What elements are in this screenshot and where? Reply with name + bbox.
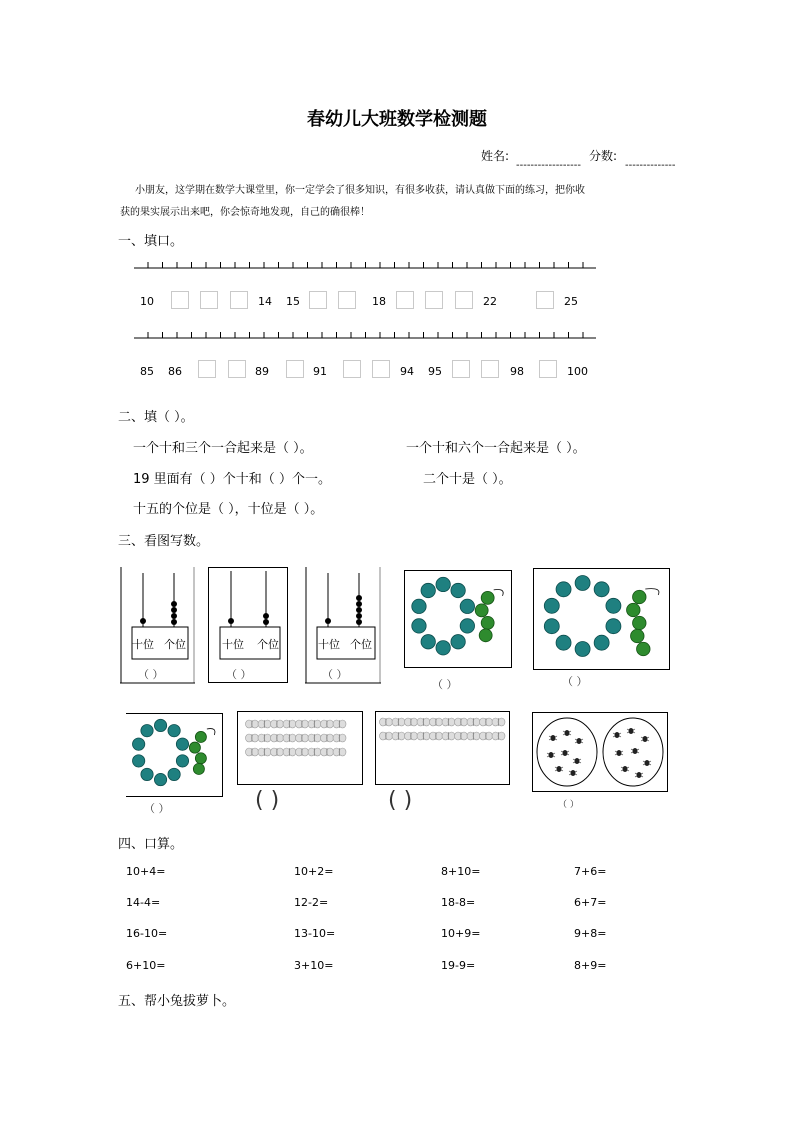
abacus-1-ones-label: 个位 — [164, 638, 186, 651]
nl1-blank-box[interactable] — [200, 291, 218, 309]
bead-loop-picture-3 — [126, 713, 223, 797]
butterfly-icon — [296, 748, 309, 756]
butterfly-icon — [271, 748, 284, 756]
green-bead — [479, 629, 492, 642]
score-blank[interactable]: -------------- — [625, 160, 676, 171]
name-label: 姓名: — [481, 149, 510, 163]
score-label: 分数: — [589, 149, 618, 163]
butterfly-icon — [417, 718, 430, 726]
nl2-num-95: 95 — [428, 365, 442, 378]
butterfly-icon — [492, 732, 505, 740]
insect-icon — [641, 736, 649, 742]
ones-bead — [263, 613, 269, 619]
nl2-blank-box[interactable] — [452, 360, 470, 378]
nl2-num-89: 89 — [255, 365, 269, 378]
tens-bead — [325, 618, 331, 624]
nl2-blank-box[interactable] — [343, 360, 361, 378]
teal-bead — [556, 635, 571, 650]
nl2-num-98: 98 — [510, 365, 524, 378]
abacus-3-ones-label: 个位 — [350, 638, 372, 651]
butterfly-icon — [392, 732, 405, 740]
teal-bead — [436, 641, 450, 655]
butterfly-icon — [442, 732, 455, 740]
butterfly-icon — [455, 718, 468, 726]
abacus-2-answer[interactable]: （ ） — [226, 668, 252, 681]
fill-question-2: 一个十和六个一合起来是（ ）。 — [406, 441, 586, 456]
bead-picture-2-answer[interactable]: （ ） — [562, 675, 588, 688]
butterfly-icon — [430, 718, 443, 726]
teal-bead — [132, 755, 144, 767]
insect-icon — [635, 772, 643, 778]
abacus-2-tens-label: 十位 — [222, 638, 244, 651]
butterfly-icon — [258, 748, 271, 756]
nl2-num-100: 100 — [567, 365, 588, 378]
insect-icon — [627, 728, 635, 734]
nl2-num-85: 85 — [140, 365, 154, 378]
insect-icon — [555, 766, 563, 772]
nl2-num-94: 94 — [400, 365, 414, 378]
ones-bead — [171, 607, 177, 613]
name-blank[interactable]: ------------------ — [516, 160, 581, 171]
insect-picture-answer[interactable]: （ ） — [558, 800, 579, 810]
nl1-num-10: 10 — [140, 295, 154, 308]
butterfly-icon — [492, 718, 505, 726]
butterfly-icon — [308, 748, 321, 756]
calc-problem: 10+9= — [441, 927, 481, 940]
calc-problem: 16-10= — [126, 927, 168, 940]
nl1-blank-box[interactable] — [309, 291, 327, 309]
butterfly-icon — [246, 734, 259, 742]
butterfly-icon — [405, 732, 418, 740]
section-4-heading: 四、口算。 — [118, 837, 184, 852]
abacus-2-ones-label: 个位 — [257, 638, 279, 651]
nl1-blank-box[interactable] — [396, 291, 414, 309]
fill-question-4: 二个十是（ ）。 — [423, 472, 512, 487]
teal-bead — [168, 724, 180, 736]
teal-bead — [154, 719, 166, 731]
green-bead — [189, 742, 200, 753]
intro-line-2: 获的果实展示出来吧，你会惊奇地发现，自己的确很棒！ — [120, 207, 370, 218]
green-bead — [195, 731, 206, 742]
butterfly-icon — [296, 734, 309, 742]
ruler-line-2 — [130, 328, 600, 342]
ones-bead — [171, 613, 177, 619]
calc-problem: 8+9= — [574, 959, 607, 972]
calc-problem: 19-9= — [441, 959, 476, 972]
calc-problem: 13-10= — [294, 927, 336, 940]
nl1-num-15: 15 — [286, 295, 300, 308]
teal-bead — [544, 619, 559, 634]
abacus-1-tens-label: 十位 — [132, 638, 154, 651]
nl1-blank-box[interactable] — [425, 291, 443, 309]
nl1-blank-box[interactable] — [536, 291, 554, 309]
teal-bead — [168, 768, 180, 780]
ones-bead — [356, 595, 362, 601]
nl1-num-22: 22 — [483, 295, 497, 308]
insect-circles-picture — [532, 712, 668, 792]
teal-bead — [436, 577, 450, 591]
fill-question-5: 十五的个位是（ ），十位是（ ）。 — [133, 502, 324, 517]
insect-icon — [613, 732, 621, 738]
nl2-blank-box[interactable] — [481, 360, 499, 378]
nl1-blank-box[interactable] — [455, 291, 473, 309]
teal-bead — [594, 635, 609, 650]
green-bead — [481, 591, 494, 604]
calc-problem: 7+6= — [574, 865, 607, 878]
butterfly-picture-1-answer[interactable]: ( ) — [255, 788, 280, 813]
green-bead — [481, 616, 494, 629]
section-2-heading: 二、填（ ）。 — [118, 410, 194, 425]
butterfly-icon — [455, 732, 468, 740]
nl2-blank-box[interactable] — [372, 360, 390, 378]
bead-loop-picture-1 — [404, 570, 512, 668]
green-bead — [637, 642, 651, 656]
butterfly-icon — [417, 732, 430, 740]
abacus-1-answer[interactable]: （ ） — [138, 668, 164, 681]
fill-question-3: 19 里面有（ ）个十和（ ）个一。 — [133, 472, 331, 487]
nl1-num-18: 18 — [372, 295, 386, 308]
teal-bead — [421, 635, 435, 649]
butterfly-icon — [333, 720, 346, 728]
insect-icon — [575, 738, 583, 744]
calc-problem: 6+10= — [126, 959, 166, 972]
teal-bead — [460, 619, 474, 633]
ones-bead — [356, 613, 362, 619]
tens-bead — [140, 618, 146, 624]
insect-icon — [573, 758, 581, 764]
insect-icon — [563, 730, 571, 736]
fill-question-1: 一个十和三个一合起来是（ ）。 — [133, 441, 313, 456]
butterfly-icon — [258, 734, 271, 742]
calc-problem: 18-8= — [441, 896, 476, 909]
green-bead — [195, 753, 206, 764]
bead-picture-3-answer[interactable]: （ ） — [144, 802, 170, 815]
section-1-heading: 一、填口。 — [118, 234, 184, 249]
calc-problem: 3+10= — [294, 959, 334, 972]
butterfly-icon — [392, 718, 405, 726]
butterfly-icon — [333, 734, 346, 742]
nl2-blank-box[interactable] — [539, 360, 557, 378]
teal-bead — [451, 635, 465, 649]
teal-bead — [421, 583, 435, 597]
section-5-heading: 五、帮小兔拔萝卜。 — [118, 994, 236, 1009]
teal-bead — [141, 768, 153, 780]
bead-loop-picture-2 — [533, 568, 670, 670]
green-bead — [627, 603, 641, 617]
butterfly-icon — [296, 720, 309, 728]
green-bead — [633, 616, 647, 630]
butterfly-icon — [467, 718, 480, 726]
nl2-blank-box[interactable] — [198, 360, 216, 378]
calc-problem: 10+4= — [126, 865, 166, 878]
green-bead — [193, 763, 204, 774]
teal-bead — [154, 773, 166, 785]
calc-problem: 8+10= — [441, 865, 481, 878]
green-bead — [633, 590, 647, 604]
butterfly-icon — [321, 748, 334, 756]
nl1-num-14: 14 — [258, 295, 272, 308]
butterfly-picture-2 — [375, 711, 510, 785]
nl2-num-86: 86 — [168, 365, 182, 378]
ruler-line-1 — [130, 258, 600, 272]
butterfly-icon — [283, 734, 296, 742]
calc-problem: 9+8= — [574, 927, 607, 940]
tens-bead — [228, 618, 234, 624]
ones-bead — [263, 619, 269, 625]
calc-problem: 12-2= — [294, 896, 329, 909]
butterfly-picture-2-answer[interactable]: ( ) — [388, 788, 413, 813]
teal-bead — [412, 619, 426, 633]
page-title: 春幼儿大班数学检测题 — [307, 109, 487, 130]
green-bead — [631, 629, 645, 643]
butterfly-icon — [271, 734, 284, 742]
butterfly-icon — [380, 732, 393, 740]
teal-bead — [141, 724, 153, 736]
teal-bead — [460, 599, 474, 613]
nl1-blank-box[interactable] — [171, 291, 189, 309]
nl1-num-25: 25 — [564, 295, 578, 308]
ones-bead — [171, 619, 177, 625]
nl1-blank-box[interactable] — [230, 291, 248, 309]
ones-bead — [356, 619, 362, 625]
insect-icon — [561, 750, 569, 756]
butterfly-icon — [321, 734, 334, 742]
butterfly-icon — [467, 732, 480, 740]
insect-icon — [569, 770, 577, 776]
ones-bead — [171, 601, 177, 607]
butterfly-icon — [442, 718, 455, 726]
teal-bead — [176, 738, 188, 750]
butterfly-icon — [380, 718, 393, 726]
insect-icon — [547, 752, 555, 758]
section-3-heading: 三、看图写数。 — [118, 534, 210, 549]
insect-icon — [643, 760, 651, 766]
nl1-blank-box[interactable] — [338, 291, 356, 309]
insect-icon — [621, 766, 629, 772]
teal-bead — [544, 598, 559, 613]
green-bead — [475, 604, 488, 617]
butterfly-icon — [283, 748, 296, 756]
ones-bead — [356, 601, 362, 607]
teal-bead — [176, 755, 188, 767]
teal-bead — [412, 599, 426, 613]
butterfly-icon — [246, 720, 259, 728]
butterfly-icon — [333, 748, 346, 756]
insect-icon — [549, 735, 557, 741]
teal-bead — [451, 583, 465, 597]
butterfly-icon — [246, 748, 259, 756]
butterfly-picture-1 — [237, 711, 363, 785]
teal-bead — [575, 642, 590, 657]
calc-problem: 10+2= — [294, 865, 334, 878]
butterfly-icon — [480, 732, 493, 740]
intro-line-1: 小朋友，这学期在数学大课堂里，你一定学会了很多知识，有很多收获，请认真做下面的练习，把你收 — [135, 185, 585, 196]
nl2-blank-box[interactable] — [228, 360, 246, 378]
butterfly-icon — [308, 734, 321, 742]
butterfly-icon — [405, 718, 418, 726]
butterfly-icon — [258, 720, 271, 728]
abacus-3-tens-label: 十位 — [318, 638, 340, 651]
ones-bead — [356, 607, 362, 613]
teal-bead — [606, 598, 621, 613]
teal-bead — [556, 582, 571, 597]
nl2-num-91: 91 — [313, 365, 327, 378]
teal-bead — [132, 738, 144, 750]
calc-problem: 6+7= — [574, 896, 607, 909]
butterfly-icon — [271, 720, 284, 728]
teal-bead — [594, 582, 609, 597]
teal-bead — [575, 576, 590, 591]
butterfly-icon — [321, 720, 334, 728]
nl2-blank-box[interactable] — [286, 360, 304, 378]
calc-problem: 14-4= — [126, 896, 161, 909]
insect-icon — [631, 748, 639, 754]
butterfly-icon — [283, 720, 296, 728]
insect-icon — [615, 750, 623, 756]
bead-picture-1-answer[interactable]: （ ） — [432, 678, 458, 691]
butterfly-icon — [480, 718, 493, 726]
butterfly-icon — [308, 720, 321, 728]
butterfly-icon — [430, 732, 443, 740]
teal-bead — [606, 619, 621, 634]
abacus-3-answer[interactable]: （ ） — [322, 668, 348, 681]
